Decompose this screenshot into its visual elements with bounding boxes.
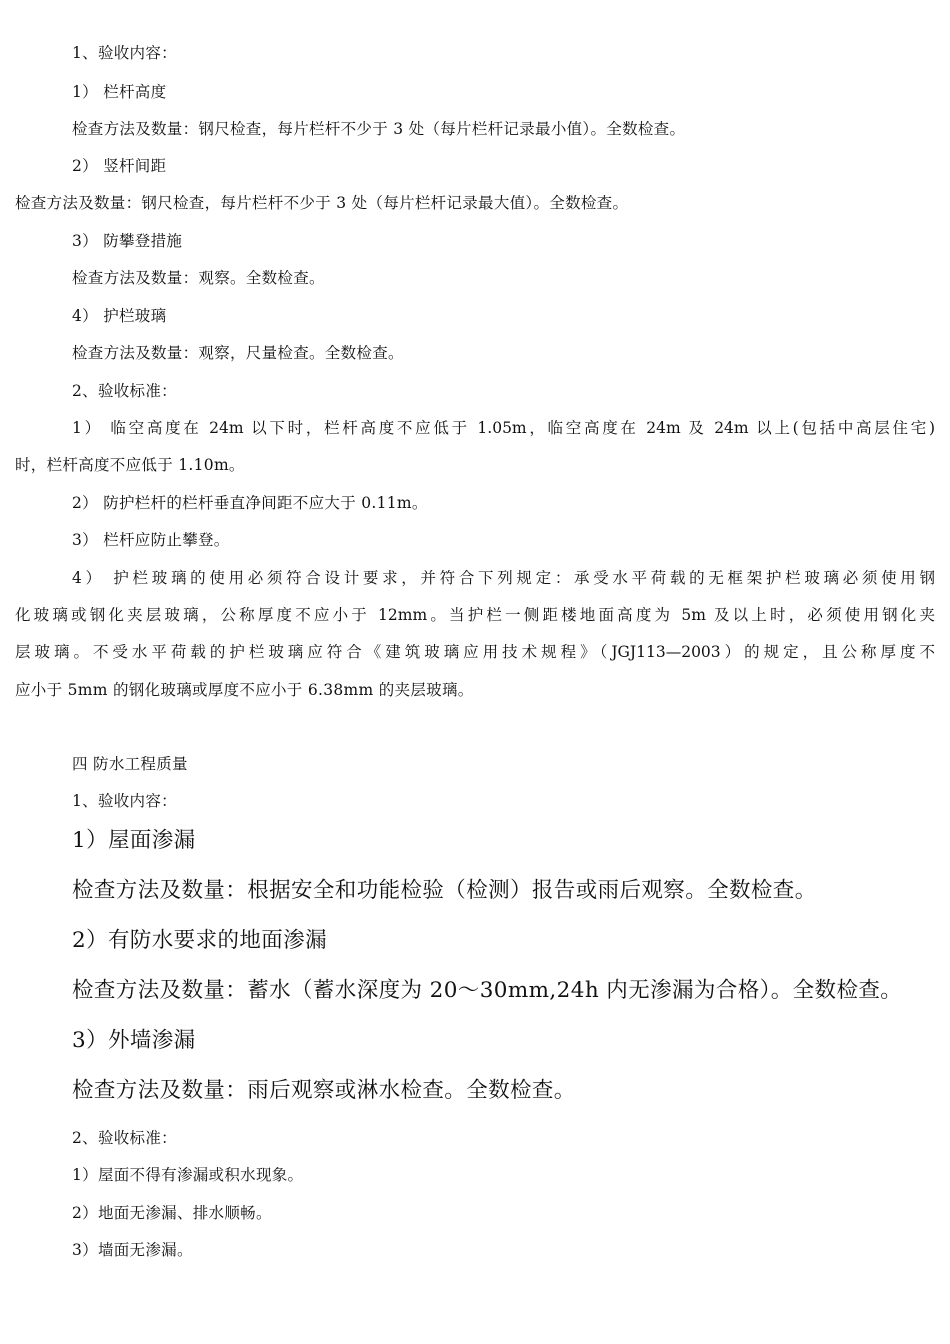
- item-roof-leakage: 1）屋面渗漏: [72, 828, 196, 853]
- standard-baluster-spacing: 2） 防护栏杆的栏杆垂直净间距不应大于 0.11m。: [72, 494, 428, 512]
- standard-glass-line1: 4） 护栏玻璃的使用必须符合设计要求，并符合下列规定：承受水平荷载的无框架护栏玻璃必须使用钢: [72, 569, 935, 587]
- section-heading-acceptance-content: 1、验收内容：: [72, 44, 177, 62]
- standard-roof: 1）屋面不得有渗漏或积水现象。: [72, 1166, 304, 1184]
- section-heading-acceptance-standard-2: 2、验收标准：: [72, 1129, 177, 1147]
- item-baluster-spacing: 2） 竖杆间距: [72, 157, 167, 175]
- method-railing-height: 检查方法及数量：钢尺检查，每片栏杆不少于 3 处（每片栏杆记录最小值）。全数检查。: [72, 120, 686, 138]
- method-floor-leakage: 检查方法及数量：蓄水（蓄水深度为 20～30mm,24h 内无渗漏为合格）。全数检查。: [72, 978, 903, 1003]
- method-baluster-spacing: 检查方法及数量：钢尺检查，每片栏杆不少于 3 处（每片栏杆记录最大值）。全数检查。: [15, 194, 629, 212]
- item-anti-climb: 3） 防攀登措施: [72, 232, 183, 250]
- item-guard-glass: 4） 护栏玻璃: [72, 307, 167, 325]
- section-heading-acceptance-standard: 2、验收标准：: [72, 382, 177, 400]
- standard-wall: 3）墙面无渗漏。: [72, 1241, 193, 1259]
- standard-glass-line4: 应小于 5mm 的钢化玻璃或厚度不应小于 6.38mm 的夹层玻璃。: [15, 681, 474, 699]
- method-guard-glass: 检查方法及数量：观察，尺量检查。全数检查。: [72, 344, 404, 362]
- method-wall-leakage: 检查方法及数量：雨后观察或淋水检查。全数检查。: [72, 1078, 576, 1103]
- item-wall-leakage: 3）外墙渗漏: [72, 1028, 196, 1053]
- method-anti-climb: 检查方法及数量：观察。全数检查。: [72, 269, 325, 287]
- standard-glass-line3: 层玻璃。不受水平荷载的护栏玻璃应符合《建筑玻璃应用技术规程》（JGJ113—2003）的规定，且公称厚度不: [15, 643, 935, 661]
- standard-railing-height-line1: 1） 临空高度在 24m 以下时，栏杆高度不应低于 1.05m，临空高度在 24m 及 24m 以上(包括中高层住宅): [72, 419, 935, 437]
- method-roof-leakage: 检查方法及数量：根据安全和功能检验（检测）报告或雨后观察。全数检查。: [72, 878, 817, 903]
- item-floor-leakage: 2）有防水要求的地面渗漏: [72, 928, 327, 953]
- standard-floor: 2）地面无渗漏、排水顺畅。: [72, 1204, 272, 1222]
- item-railing-height: 1） 栏杆高度: [72, 83, 167, 101]
- standard-railing-height-line2: 时，栏杆高度不应低于 1.10m。: [15, 456, 245, 474]
- chapter-heading-waterproofing: 四 防水工程质量: [72, 755, 188, 773]
- standard-anti-climb: 3） 栏杆应防止攀登。: [72, 531, 230, 549]
- section-heading-acceptance-content-2: 1、验收内容：: [72, 792, 177, 810]
- standard-glass-line2: 化玻璃或钢化夹层玻璃，公称厚度不应小于 12mm。当护栏一侧距楼地面高度为 5m 及以上时，必须使用钢化夹: [15, 606, 935, 624]
